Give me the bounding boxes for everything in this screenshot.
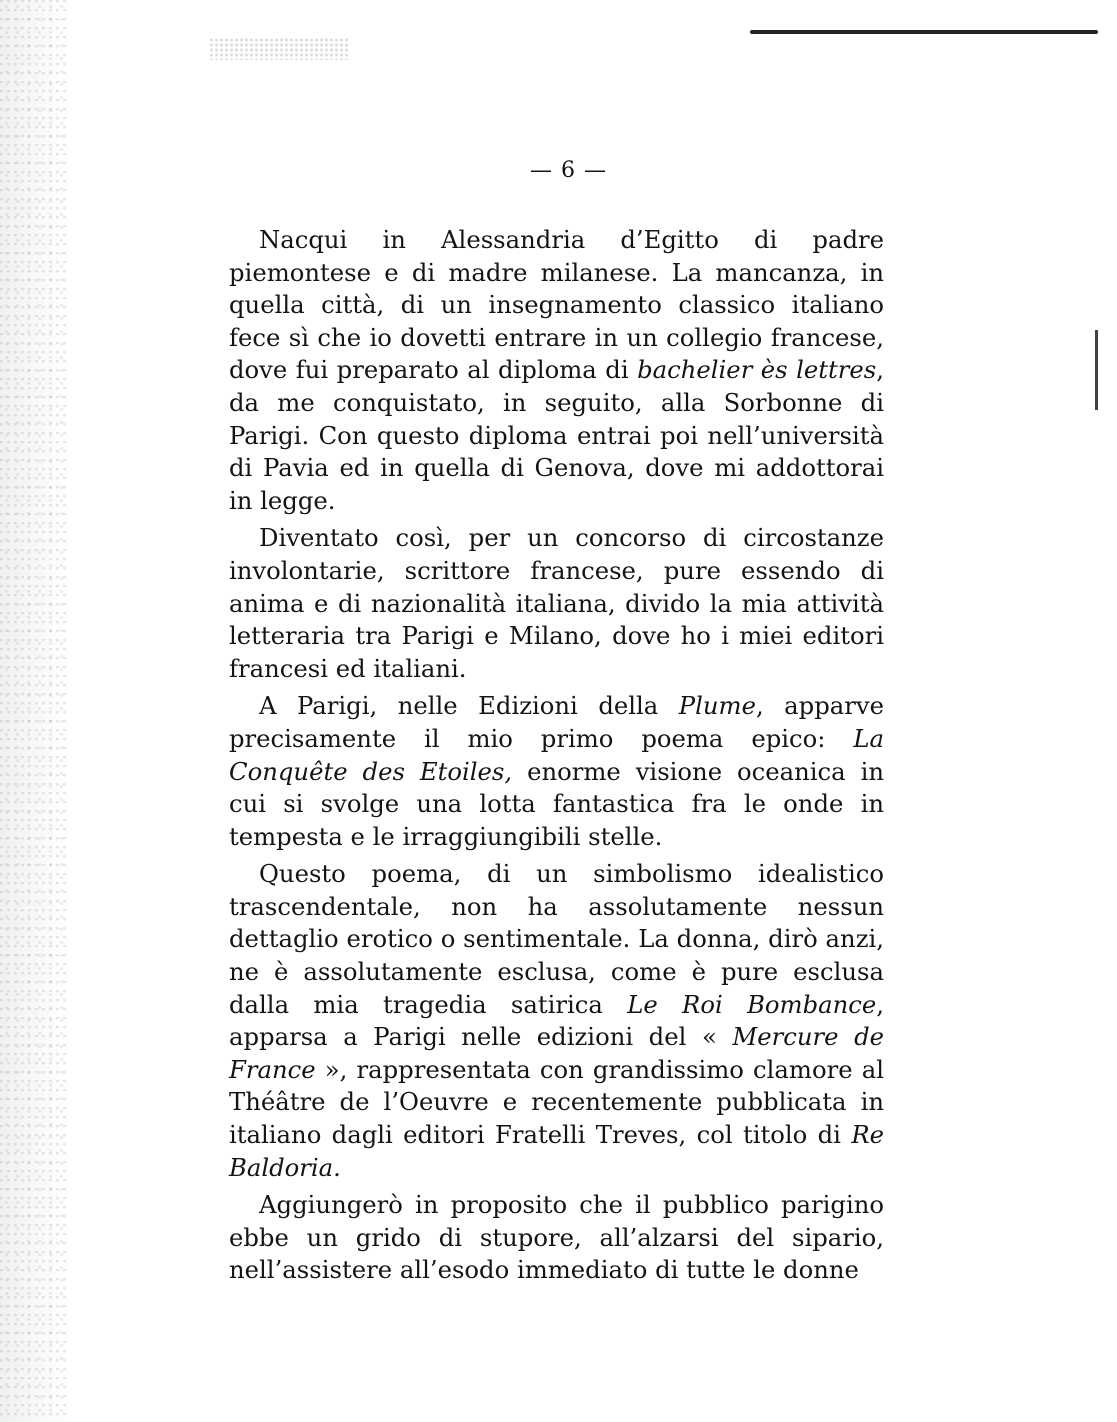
text-run: Aggiungerò in proposito che il pubblico parigino ebbe un grido di stupore, all’alzarsi del sipario, nell’assistere all’esodo immediato di tutte le donne <box>229 1190 884 1285</box>
text-run: », rappresentata con grandissimo clamore al Théâtre de l’Oeuvre e recentemente pubblicata in italiano dagli editori Fratelli Treves, col titolo di <box>229 1054 884 1150</box>
paragraph-3 <box>229 690 884 853</box>
italic-title: Mercure de France <box>229 1022 885 1084</box>
scan-edge-noise <box>0 0 70 1422</box>
paragraph-1 <box>229 224 884 517</box>
italic-title: Plume <box>678 691 756 721</box>
scan-smudge <box>210 38 350 60</box>
text-run: Nacqui in Alessandria d’Egitto di padre piemontese e di madre milanese. La mancanza, in quella città, di un insegnamento classico italiano fece sì che io dovetti entrare in un collegio francese, dove fui preparato al diploma di <box>229 225 884 385</box>
text-run: , da me conquistato, in seguito, alla Sorbonne di Parigi. Con questo diploma entrai poi nell’università di Pavia ed in quella di Genova, dove mi addottorai in legge. <box>229 355 884 515</box>
text-run: Questo poema, di un simbolismo idealistico trascendentale, non ha assolutamente nessun dettaglio erotico o sentimentale. La donna, dirò anzi, ne è assolutamente esclusa, come è pure esclusa dalla mia tragedia satirica <box>229 859 884 1019</box>
paragraph-2 <box>229 522 884 685</box>
italic-title: Re Baldoria. <box>229 1120 884 1182</box>
body-text <box>229 224 884 1292</box>
text-run: A Parigi, nelle Edizioni della <box>259 691 679 721</box>
text-run: , apparsa a Parigi nelle edizioni del « <box>229 989 884 1052</box>
italic-title: Le Roi Bombance <box>627 989 877 1019</box>
text-run: enorme visione oceanica in cui si svolge una lotta fantastica fra le onde in tempesta e le irraggiungibili stelle. <box>229 756 884 851</box>
paragraph-5 <box>229 1189 884 1287</box>
text-run: , apparve precisamente il mio primo poema epico: <box>229 691 884 753</box>
italic-title: bachelier ès lettres <box>637 355 877 385</box>
scan-right-mark <box>1095 330 1098 410</box>
italic-title: La Conquête des Etoiles, <box>229 723 884 786</box>
text-run: Diventato così, per un concorso di circostanze involontarie, scrittore francese, pure essendo di anima e di nazionalità italiana, divido la mia attività letteraria tra Parigi e Milano, dove ho i miei editori francesi ed italiani. <box>229 523 884 683</box>
paragraph-4 <box>229 858 884 1184</box>
scan-top-rule <box>750 30 1098 34</box>
page-number: — 6 — <box>530 158 607 183</box>
